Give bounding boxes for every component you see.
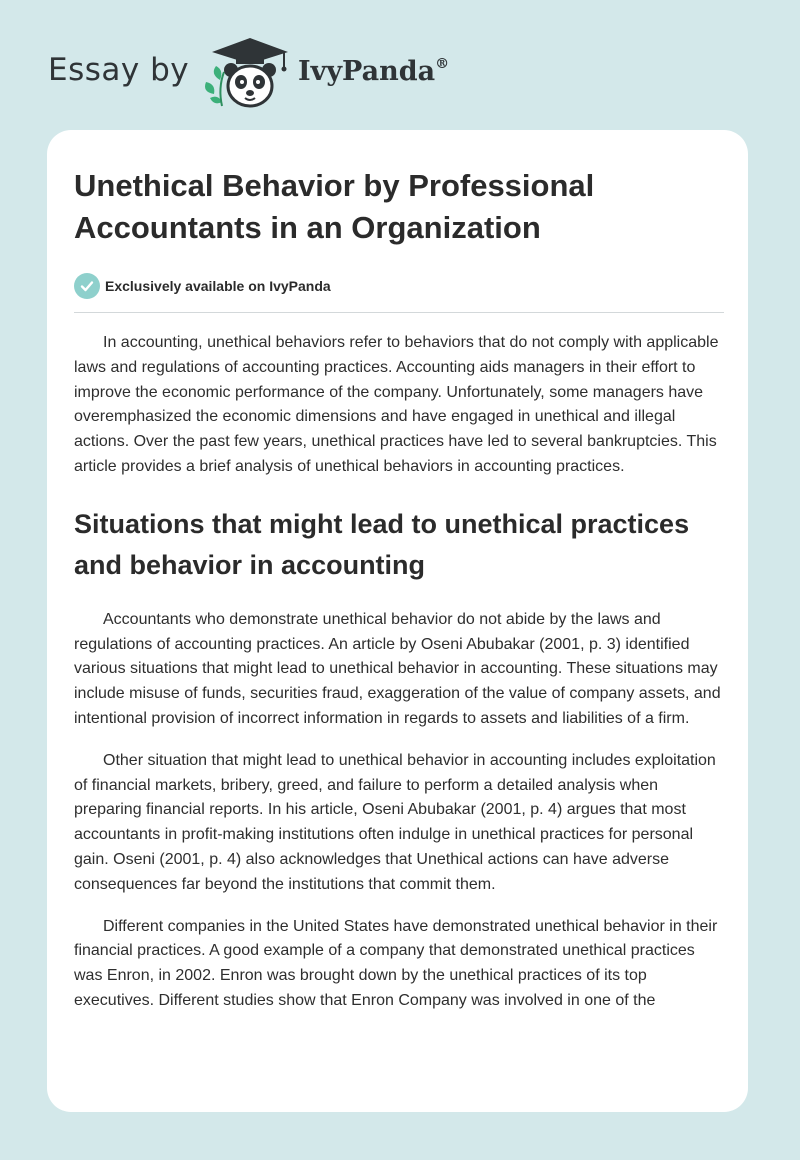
essay-by-label: Essay by — [48, 52, 190, 88]
exclusive-badge — [74, 272, 724, 300]
article-card — [47, 130, 748, 1112]
brand-name[interactable] — [298, 56, 449, 87]
site-header — [48, 34, 748, 114]
checkmark-icon — [74, 273, 100, 299]
body-paragraph-3: Different companies in the United States have demonstrated unethical behavior in their financial practices. A good example of a company that demonstrated unethical practices was Enron, in 2002. Enron was brought down by the unethical practices of its top executives. Different studies show that Enron Company was involved in one of the — [74, 917, 718, 1009]
registered-mark: ® — [435, 56, 450, 72]
body-paragraph-1: Accountants who demonstrate unethical behavior do not abide by the laws and regulations of accounting practices. An article by Oseni Abubakar (2001, p. 3) identified various situations that might lead to unethical behavior in accounting. These situations may include misuse of funds, securities fraud, exaggeration of the value of company assets, and intentional provision of incorrect information in regards to assets and liabilities of a firm. — [74, 610, 721, 727]
brand-text: IvyPanda — [298, 56, 436, 87]
title-divider — [74, 312, 724, 313]
article-title: Unethical Behavior by Professional Accountants in an Organization — [74, 168, 595, 245]
article-content — [74, 130, 724, 1014]
section-heading: Situations that might lead to unethical practices and behavior in accounting — [74, 508, 690, 580]
ivypanda-logo-icon[interactable] — [200, 36, 294, 110]
body-paragraph-2: Other situation that might lead to unethical behavior in accounting includes exploitation of financial markets, bribery, greed, and failure to perform a detailed analysis when preparing financial reports. In his article, Oseni Abubakar (2001, p. 4) argues that most accountants in profit-making institutions often indulge in unethical practices for personal gain. Oseni (2001, p. 4) also acknowledges that Unethical actions can have adverse consequences far beyond the institutions that commit them. — [74, 751, 716, 893]
exclusive-badge-text: Exclusively available on IvyPanda — [105, 278, 331, 294]
intro-paragraph: In accounting, unethical behaviors refer to behaviors that do not comply with applicable laws and regulations of accounting practices. Accounting aids managers in their effort to improve the economic performance of the company. Unfortunately, some managers have overemphasized the economic dimensions and have engaged in unethical and illegal actions. Over the past few years, unethical practices have led to several bankruptcies. This article provides a brief analysis of unethical behaviors in accounting practices. — [74, 334, 719, 475]
